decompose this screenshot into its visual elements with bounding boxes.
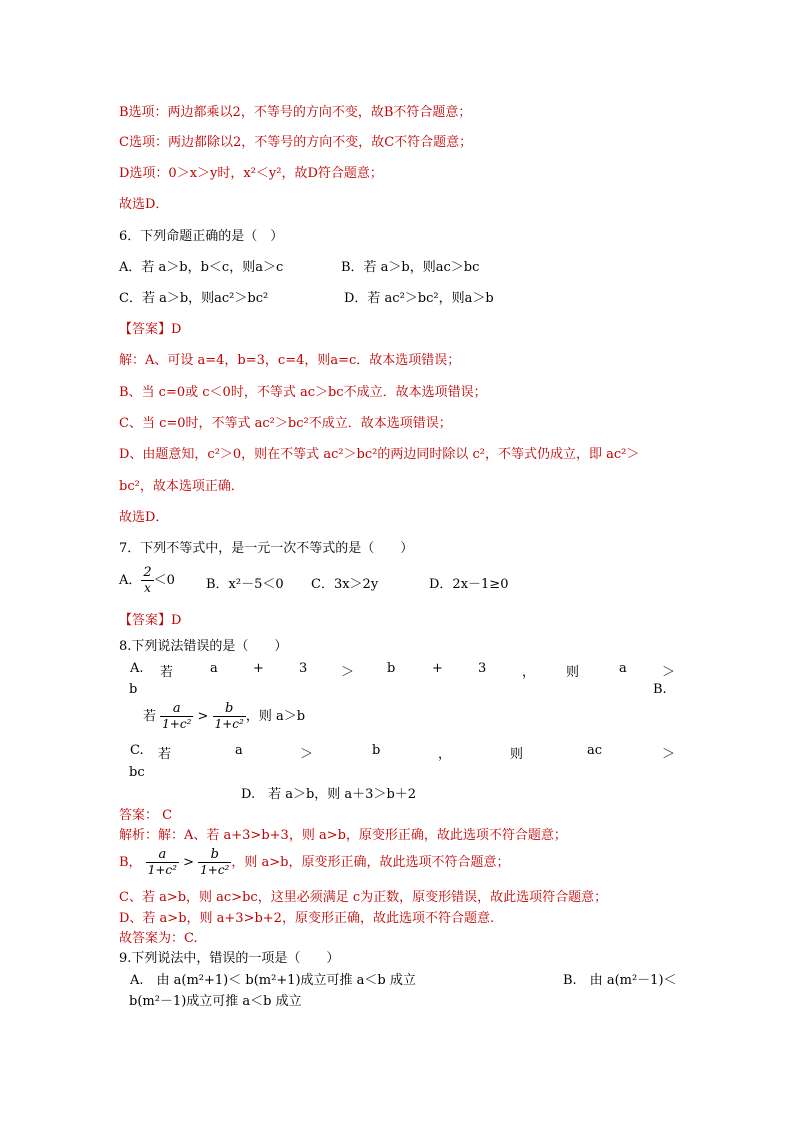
q7-option-a: [119, 566, 175, 595]
q8-analysis-c: C、若 a>b，则 ac>bc，这里必须满足 c为正数，原变形错误，故此选项符合题意；: [119, 890, 608, 905]
q7-fraction: [141, 566, 153, 595]
q8-c-tail: bc: [129, 765, 145, 780]
q7-option-a-prefix: A．: [119, 573, 142, 588]
q8-c-token: 则: [510, 747, 524, 762]
q6-solution-d-cont: bc²，故本选项正确．: [119, 479, 244, 494]
q8-analysis-d: D、若 a>b，则 a+3>b+2，原变形正确，故此选项不符合题意.: [119, 911, 495, 926]
q8-analysis-b: [119, 848, 509, 877]
q8-a-token: a: [619, 661, 627, 676]
q8-c-token: ，: [438, 747, 452, 762]
q7-fraction-denominator: x: [144, 581, 151, 595]
q8-b-prefix: 若: [143, 709, 157, 724]
q9-option-b-cont: b(m²－1)成立可推 a＜b 成立: [129, 994, 302, 1009]
q8-option-b: [143, 702, 305, 731]
q6-option-c: C．若 a＞b，则ac²＞bc²: [119, 291, 269, 306]
q6-stem: 6．下列命题正确的是（ ）: [119, 229, 284, 244]
q8-a-token: A.: [130, 661, 144, 676]
q8-analysis-denominator-1: 1+c²: [147, 863, 177, 877]
q8-a-token: 3: [299, 661, 308, 676]
q7-option-a-suffix: ＜0: [153, 573, 175, 588]
q8-analysis-gt: >: [183, 855, 194, 870]
q8-c-token: C.: [130, 743, 144, 758]
q8-c-token: ac: [587, 743, 603, 758]
q8-b-suffix: ，则 a＞b: [245, 709, 306, 724]
q9-stem: 9.下列说法中，错误的一项是（ ）: [119, 951, 340, 966]
q8-c-token: ＞: [662, 747, 676, 762]
q8-b-denominator-1: 1+c²: [162, 717, 192, 731]
q8-a-token: ，: [522, 665, 536, 680]
q8-a-token: ＞: [341, 665, 355, 680]
q7-stem: 7．下列不等式中，是一元一次不等式的是（ ）: [119, 541, 414, 556]
q9-option-a: A. 由 a(m²+1)＜ b(m²+1)成立可推 a＜b 成立: [130, 973, 416, 988]
q8-c-token: ＞: [300, 747, 314, 762]
q8-a-token: 则: [566, 665, 580, 680]
q8-analysis-denominator-2: 1+c²: [200, 863, 230, 877]
q8-analysis-b-prefix: B，: [119, 855, 142, 870]
q8-a-token: 3: [478, 661, 487, 676]
prev-answer-d: D选项：0＞x＞y时，x²＜y²，故D符合题意；: [119, 166, 383, 181]
q8-stem: 8.下列说法错误的是（ ）: [119, 639, 288, 654]
q6-solution-d: D、由题意知，c²＞0，则在不等式 ac²＞bc²的两边同时除以 c²，不等式仍成立，即 ac²＞: [119, 447, 640, 462]
q6-option-d: D．若 ac²＞bc²，则a＞b: [344, 291, 494, 306]
q8-a-token: b: [387, 661, 396, 676]
q8-option-d: D. 若 a＞b，则 a＋3＞b＋2: [241, 787, 417, 802]
q8-b-denominator-2: 1+c²: [214, 717, 244, 731]
q6-conclusion: 故选D．: [119, 510, 169, 525]
q7-fraction-numerator: 2: [143, 565, 152, 580]
q7-option-b: B．x²－5＜0: [206, 577, 284, 592]
q8-b-fraction-2: [213, 702, 246, 731]
q8-b-fraction-1: [160, 702, 193, 731]
q8-b-numerator-1: a: [160, 702, 193, 717]
q8-analysis-numerator-1: a: [146, 848, 179, 863]
q8-analysis-fraction-2: [198, 848, 231, 877]
q8-c-token: a: [235, 743, 243, 758]
q8-c-token: 若: [158, 747, 172, 762]
q8-analysis-b-suffix: ，则 a>b，原变形正确，故此选项不符合题意；: [231, 855, 510, 870]
q7-answer: 【答案】D: [119, 613, 182, 628]
prev-answer-b: B选项：两边都乘以2，不等号的方向不变，故B不符合题意；: [119, 105, 472, 120]
q6-solution-b: B、当 c=0或 c＜0时，不等式 ac＞bc不成立．故本选项错误；: [119, 385, 487, 400]
q6-answer: 【答案】D: [119, 322, 182, 337]
prev-answer-c: C选项：两边都除以2，不等号的方向不变，故C不符合题意；: [119, 135, 473, 150]
q6-solution-c: C、当 c=0时，不等式 ac²＞bc²不成立．故本选项错误；: [119, 416, 452, 431]
q8-a-token: a: [210, 661, 218, 676]
q7-option-d: D．2x－1≥0: [429, 577, 509, 592]
q8-b-numerator-2: b: [213, 702, 246, 717]
q9-option-b: B. 由 a(m²－1)＜: [563, 973, 677, 988]
q8-b-gt: >: [197, 709, 209, 724]
q8-conclusion: 故答案为：C.: [119, 931, 198, 946]
q6-solution-a: 解：A、可设 a=4，b=3，c=4，则a=c．故本选项错误；: [119, 353, 461, 368]
q8-a-token: 若: [160, 665, 174, 680]
q8-a-token: +: [432, 661, 443, 676]
prev-answer-conclusion: 故选D．: [119, 197, 169, 212]
q6-option-a: A．若 a＞b，b＜c，则a＞c: [119, 260, 284, 275]
q7-option-c: C．3x＞2y: [311, 577, 379, 592]
q8-analysis-fraction-1: [146, 848, 179, 877]
q8-a-token: ＞: [662, 665, 676, 680]
q8-answer: 答案： C: [119, 808, 173, 823]
q6-option-b: B．若 a＞b，则ac＞bc: [341, 260, 480, 275]
q8-c-token: b: [372, 743, 381, 758]
q8-a-token: +: [253, 661, 264, 676]
q8-analysis-numerator-2: b: [198, 848, 231, 863]
q8-analysis-a: 解析：解：A、若 a+3>b+3，则 a>b，原变形正确，故此选项不符合题意；: [119, 828, 567, 843]
q8-a-tail: b: [129, 682, 138, 697]
q8-b-label: B.: [653, 682, 667, 697]
